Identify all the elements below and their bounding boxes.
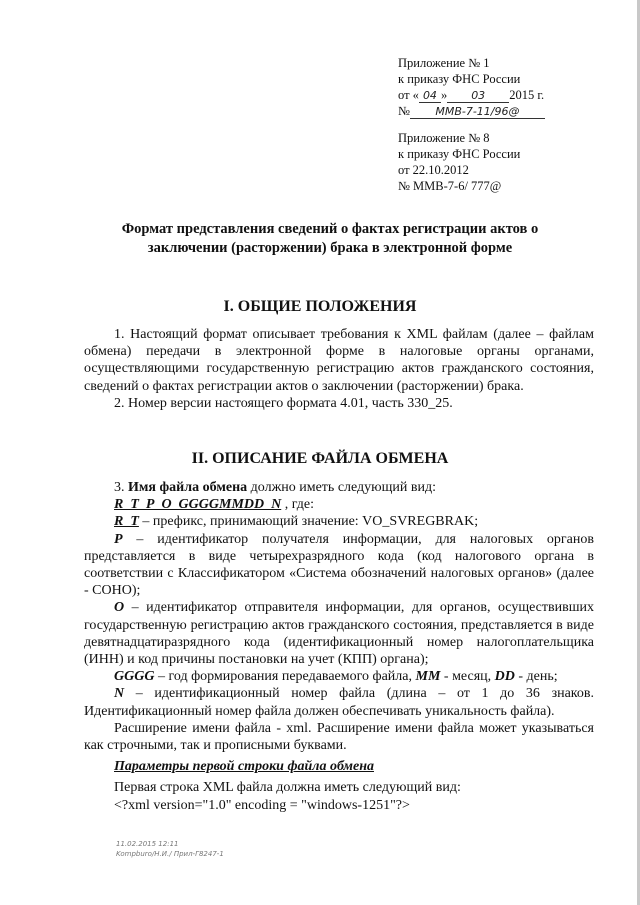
appendix-8-block (398, 130, 520, 194)
appendix-1-order: к приказу ФНС России (398, 72, 521, 86)
appendix-1-date: от « 04 » 03 2015 г. (398, 88, 545, 102)
appendix-8-order: к приказу ФНС России (398, 147, 521, 161)
paragraph-1: 1. Настоящий формат описывает требования к XML файлам (далее – файлам обмена) передачи в электронной форме в налоговые органы органами, осуществляющими государственную регистрацию актов гражданского состояния, сведений о фактах регистрации актов о заключении (расторжении) брака. (84, 327, 594, 394)
o-definition: O – идентификатор отправителя информации, для органов, осуществивших государственную регистрацию актов гражданского состояния, представляется в виде девятнадцатиразрядного кода (идентификационный номер налогоплательщика (ИНН) и код причины постановки на учет (КПП) органа); (84, 600, 594, 668)
appendix-8-number: № ММВ-7-6/ 777@ (398, 179, 502, 193)
paragraph-3: 3. Имя файла обмена должно иметь следующий вид: (114, 480, 437, 495)
file-name-pattern: R_T_P_O_GGGGMMDD_N , где: (114, 497, 315, 513)
n-definition: N – идентификационный номер файла (длина – от 1 до 36 знаков. Идентификационный номер файла должен обеспечивать уникальность файла). (84, 686, 594, 719)
section-1-body (84, 326, 594, 412)
date-definition: GGGG – год формирования передаваемого файла, MM - месяц, DD - день; (114, 669, 558, 685)
print-footer (116, 839, 224, 859)
extension-paragraph: Расширение имени файла - xml. Расширение имени файла может указываться как строчными, так и прописными буквами. (84, 720, 594, 754)
appendix-8-title: Приложение № 8 (398, 131, 490, 145)
section-1-heading: I. ОБЩИЕ ПОЛОЖЕНИЯ (223, 298, 417, 315)
handwritten-day: 04 (419, 90, 441, 103)
xml-declaration: <?xml version="1.0" encoding = "windows-1251"?> (114, 797, 410, 813)
footer-reference: Kompburo/Н.И./ Прил-Г8247-1 (116, 850, 224, 858)
appendix-1-title: Приложение № 1 (398, 56, 490, 70)
appendix-1-number: № ММВ-7-11/96@ (398, 103, 545, 119)
rt-definition: R_T – префикс, принимающий значение: VO_SVREGBRAK; (114, 514, 479, 530)
appendix-8-date: от 22.10.2012 (398, 163, 469, 177)
handwritten-month: 03 (447, 90, 509, 103)
footer-timestamp: 11.02.2015 12:11 (116, 840, 179, 848)
p-definition: P – идентификатор получателя информации, для налоговых органов представляется в виде четырехразрядного кода (код налогового органа в соответствии с Классификатором «Система обозначений налоговых органов» (далее - СОНО); (84, 531, 594, 599)
section-2-body (84, 479, 594, 814)
document-title: Формат представления сведений о фактах регистрации актов о заключении (расторжении) брака в электронной форме (121, 221, 539, 256)
paragraph-2: 2. Номер версии настоящего формата 4.01, часть 330_25. (114, 395, 453, 411)
first-line-params-heading: Параметры первой строки файла обмена (114, 759, 374, 775)
section-2-heading: II. ОПИСАНИЕ ФАЙЛА ОБМЕНА (191, 450, 449, 467)
first-line-paragraph: Первая строка XML файла должна иметь следующий вид: (114, 780, 461, 796)
handwritten-number: ММВ-7-11/96@ (410, 106, 545, 119)
appendix-1-block (398, 55, 545, 119)
